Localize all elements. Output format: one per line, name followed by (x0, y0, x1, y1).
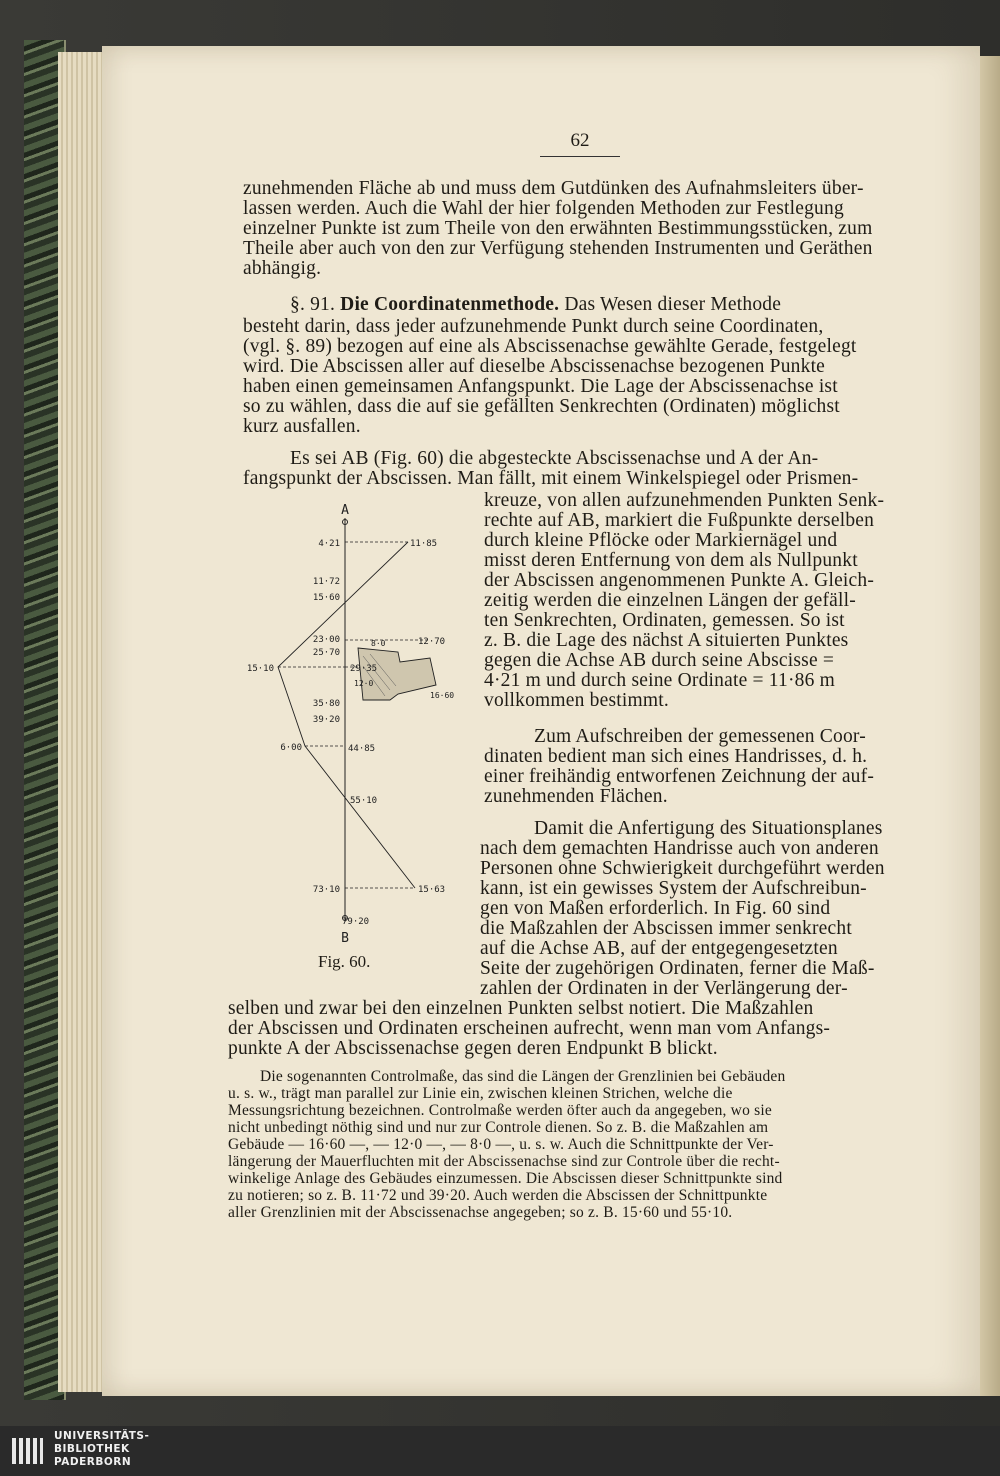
text-line: besteht darin, dass jeder aufzunehmende Punkt durch seine Coordinaten, (243, 316, 824, 337)
library-name (54, 1430, 149, 1469)
ordinate-label: 11·85 (410, 539, 438, 549)
text-line: misst deren Entfernung von dem als Nullpunkt (484, 550, 858, 571)
text-line: Theile aber auch von den zur Verfügung stehenden Instrumenten und Geräthen (243, 238, 873, 259)
text-line: Personen ohne Schwierigkeit durchgeführt werden (480, 858, 885, 879)
section-heading (290, 294, 781, 316)
ordinate-label: 15·10 (246, 664, 274, 674)
text-line: (vgl. §. 89) bezogen auf eine als Abscissenachse gewählte Gerade, festgelegt (243, 336, 857, 357)
footnote-line: Gebäude — 16·60 —, — 12·0 —, — 8·0 —, u. s. w. Auch die Schnittpunkte der Ver- (228, 1136, 774, 1153)
text-line: Es sei AB (Fig. 60) die abgesteckte Abscissenachse und A der An- (290, 448, 819, 469)
text-line: 4·21 m und durch seine Ordinate = 11·86 m (484, 670, 835, 691)
footnote-line: zu notieren; so z. B. 11·72 und 39·20. Auch werden die Abscissen der Schnittpunkte (228, 1187, 768, 1204)
footnote-line: aller Grenzlinien mit der Abscissenachse angegeben; so z. B. 15·60 und 55·10. (228, 1204, 733, 1221)
building-label: 8·0 (371, 639, 386, 648)
library-logo-icon (10, 1434, 44, 1468)
text-line: fangspunkt der Abscissen. Man fällt, mit einem Winkelspiegel oder Prismen- (243, 468, 859, 489)
abscissa-label: 39·20 (312, 715, 340, 725)
text-line: Seite der zugehörigen Ordinaten, ferner die Maß- (480, 958, 875, 979)
text-line: dinaten bedient man sich eines Handrisses, d. h. (484, 746, 868, 767)
text-line: der Abscissen angenommenen Punkte A. Gleich- (484, 570, 875, 591)
abscissa-label: 11·72 (312, 577, 340, 587)
text-line: ten Senkrechten, Ordinaten, gemessen. So ist (484, 610, 845, 631)
ordinate-label: 12·70 (418, 637, 446, 647)
building-label: 16·60 (430, 691, 455, 700)
text-line: kurz ausfallen. (243, 416, 361, 437)
point-a-label: A (341, 503, 349, 518)
text-line: rechte auf AB, markiert die Fußpunkte derselben (484, 510, 875, 531)
footnote-line: u. s. w., trägt man parallel zur Linie ein, zwischen kleinen Strichen, welche die (228, 1085, 733, 1102)
footnote-line: Die sogenannten Controlmaße, das sind die Längen der Grenzlinien bei Gebäuden (260, 1068, 786, 1085)
text-line: nach dem gemachten Handrisse auch von anderen (480, 838, 879, 859)
footnote-line: winkelige Anlage des Gebäudes einzumessen. Die Abscissen dieser Schnittpunkte sind (228, 1170, 783, 1187)
text-line: auf die Achse AB, auf der entgegengesetzten (480, 938, 838, 959)
text-line: einzelner Punkte ist zum Theile von den erwähnten Bestimmungsstücken, zum (243, 218, 873, 239)
figure-caption: Fig. 60. (318, 952, 371, 971)
text-line: gegen die Achse AB durch seine Abscisse = (484, 650, 835, 671)
text-line: haben einen gemeinsamen Anfangspunkt. Die Lage der Abscissenachse ist (243, 376, 838, 397)
figure-60-diagram (230, 490, 470, 960)
text-line: z. B. die Lage des nächst A situierten Punktes (484, 630, 849, 651)
section-number: §. 91. (290, 294, 336, 315)
ordinate-label: 6·00 (280, 743, 302, 753)
text-line: punkte A der Abscissenachse gegen deren Endpunkt B blickt. (228, 1038, 718, 1059)
ordinate-label: 29·35 (350, 664, 378, 674)
footnote-line: längerung der Mauerfluchten mit der Abscissenachse sind zur Controle über die recht- (228, 1153, 780, 1170)
library-line: PADERBORN (54, 1456, 132, 1468)
section-title: Die Coordinatenmethode. (340, 294, 560, 315)
text-line: einer freihändig entworfenen Zeichnung der auf- (484, 766, 875, 787)
text-line: kann, ist ein gewisses System der Aufschreibun- (480, 878, 867, 899)
ordinate-label: 44·85 (348, 744, 376, 754)
building-label: 12·0 (354, 679, 374, 688)
text-line: kreuze, von allen aufzunehmenden Punkten Senk- (484, 490, 885, 511)
text-line: zahlen der Ordinaten in der Verlängerung der- (480, 978, 848, 999)
text-line: Damit die Anfertigung des Situationsplanes (534, 818, 883, 839)
library-footer (0, 1426, 1000, 1476)
text-line: so zu wählen, dass die auf sie gefällten Senkrechten (Ordinaten) möglichst (243, 396, 840, 417)
text-line: selben und zwar bei den einzelnen Punkten selbst notiert. Die Maßzahlen (228, 998, 814, 1019)
section-title-rest: Das Wesen dieser Methode (564, 294, 782, 315)
abscissa-label: 35·80 (312, 699, 340, 709)
abscissa-label: 55·10 (350, 796, 378, 806)
abscissa-label: 73·10 (312, 885, 340, 895)
text-line: wird. Die Abscissen aller auf dieselbe Abscissenachse bezogenen Punkte (243, 356, 826, 377)
text-line: zunehmenden Flächen. (484, 786, 668, 807)
text-line: die Maßzahlen der Abscissen immer senkrecht (480, 918, 852, 939)
library-line: UNIVERSITÄTS- (54, 1430, 150, 1442)
text-line: zunehmenden Fläche ab und muss dem Gutdünken des Aufnahmsleiters über- (243, 178, 864, 199)
text-line: Zum Aufschreiben der gemessenen Coor- (534, 726, 866, 747)
text-line: lassen werden. Auch die Wahl der hier folgenden Methoden zur Festlegung (243, 198, 844, 219)
footnote-line: Messungsrichtung bezeichnen. Controlmaße werden öfter auch da angegeben, wo sie (228, 1102, 772, 1119)
abscissa-label: 79·20 (342, 917, 370, 927)
page-number: 62 (540, 130, 620, 157)
text-line: gen von Maßen erforderlich. In Fig. 60 sind (480, 898, 831, 919)
library-line: BIBLIOTHEK (54, 1443, 130, 1455)
text-line: durch kleine Pflöcke oder Markiernägel und (484, 530, 838, 551)
footnote-line: nicht unbedingt nöthig sind und nur zur Controle dienen. So z. B. die Maßzahlen am (228, 1119, 769, 1136)
text-line: abhängig. (243, 258, 322, 279)
abscissa-label: 25·70 (312, 648, 340, 658)
abscissa-label: 4·21 (318, 539, 340, 549)
abscissa-label: 15·60 (312, 593, 340, 603)
abscissa-label: 23·00 (312, 635, 340, 645)
text-line: der Abscissen und Ordinaten erscheinen aufrecht, wenn man vom Anfangs- (228, 1018, 831, 1039)
point-b-label: B (341, 931, 349, 946)
text-line: vollkommen bestimmt. (484, 690, 669, 711)
text-line: zeitig werden die einzelnen Längen der gefäll- (484, 590, 856, 611)
ordinate-label: 15·63 (418, 885, 446, 895)
